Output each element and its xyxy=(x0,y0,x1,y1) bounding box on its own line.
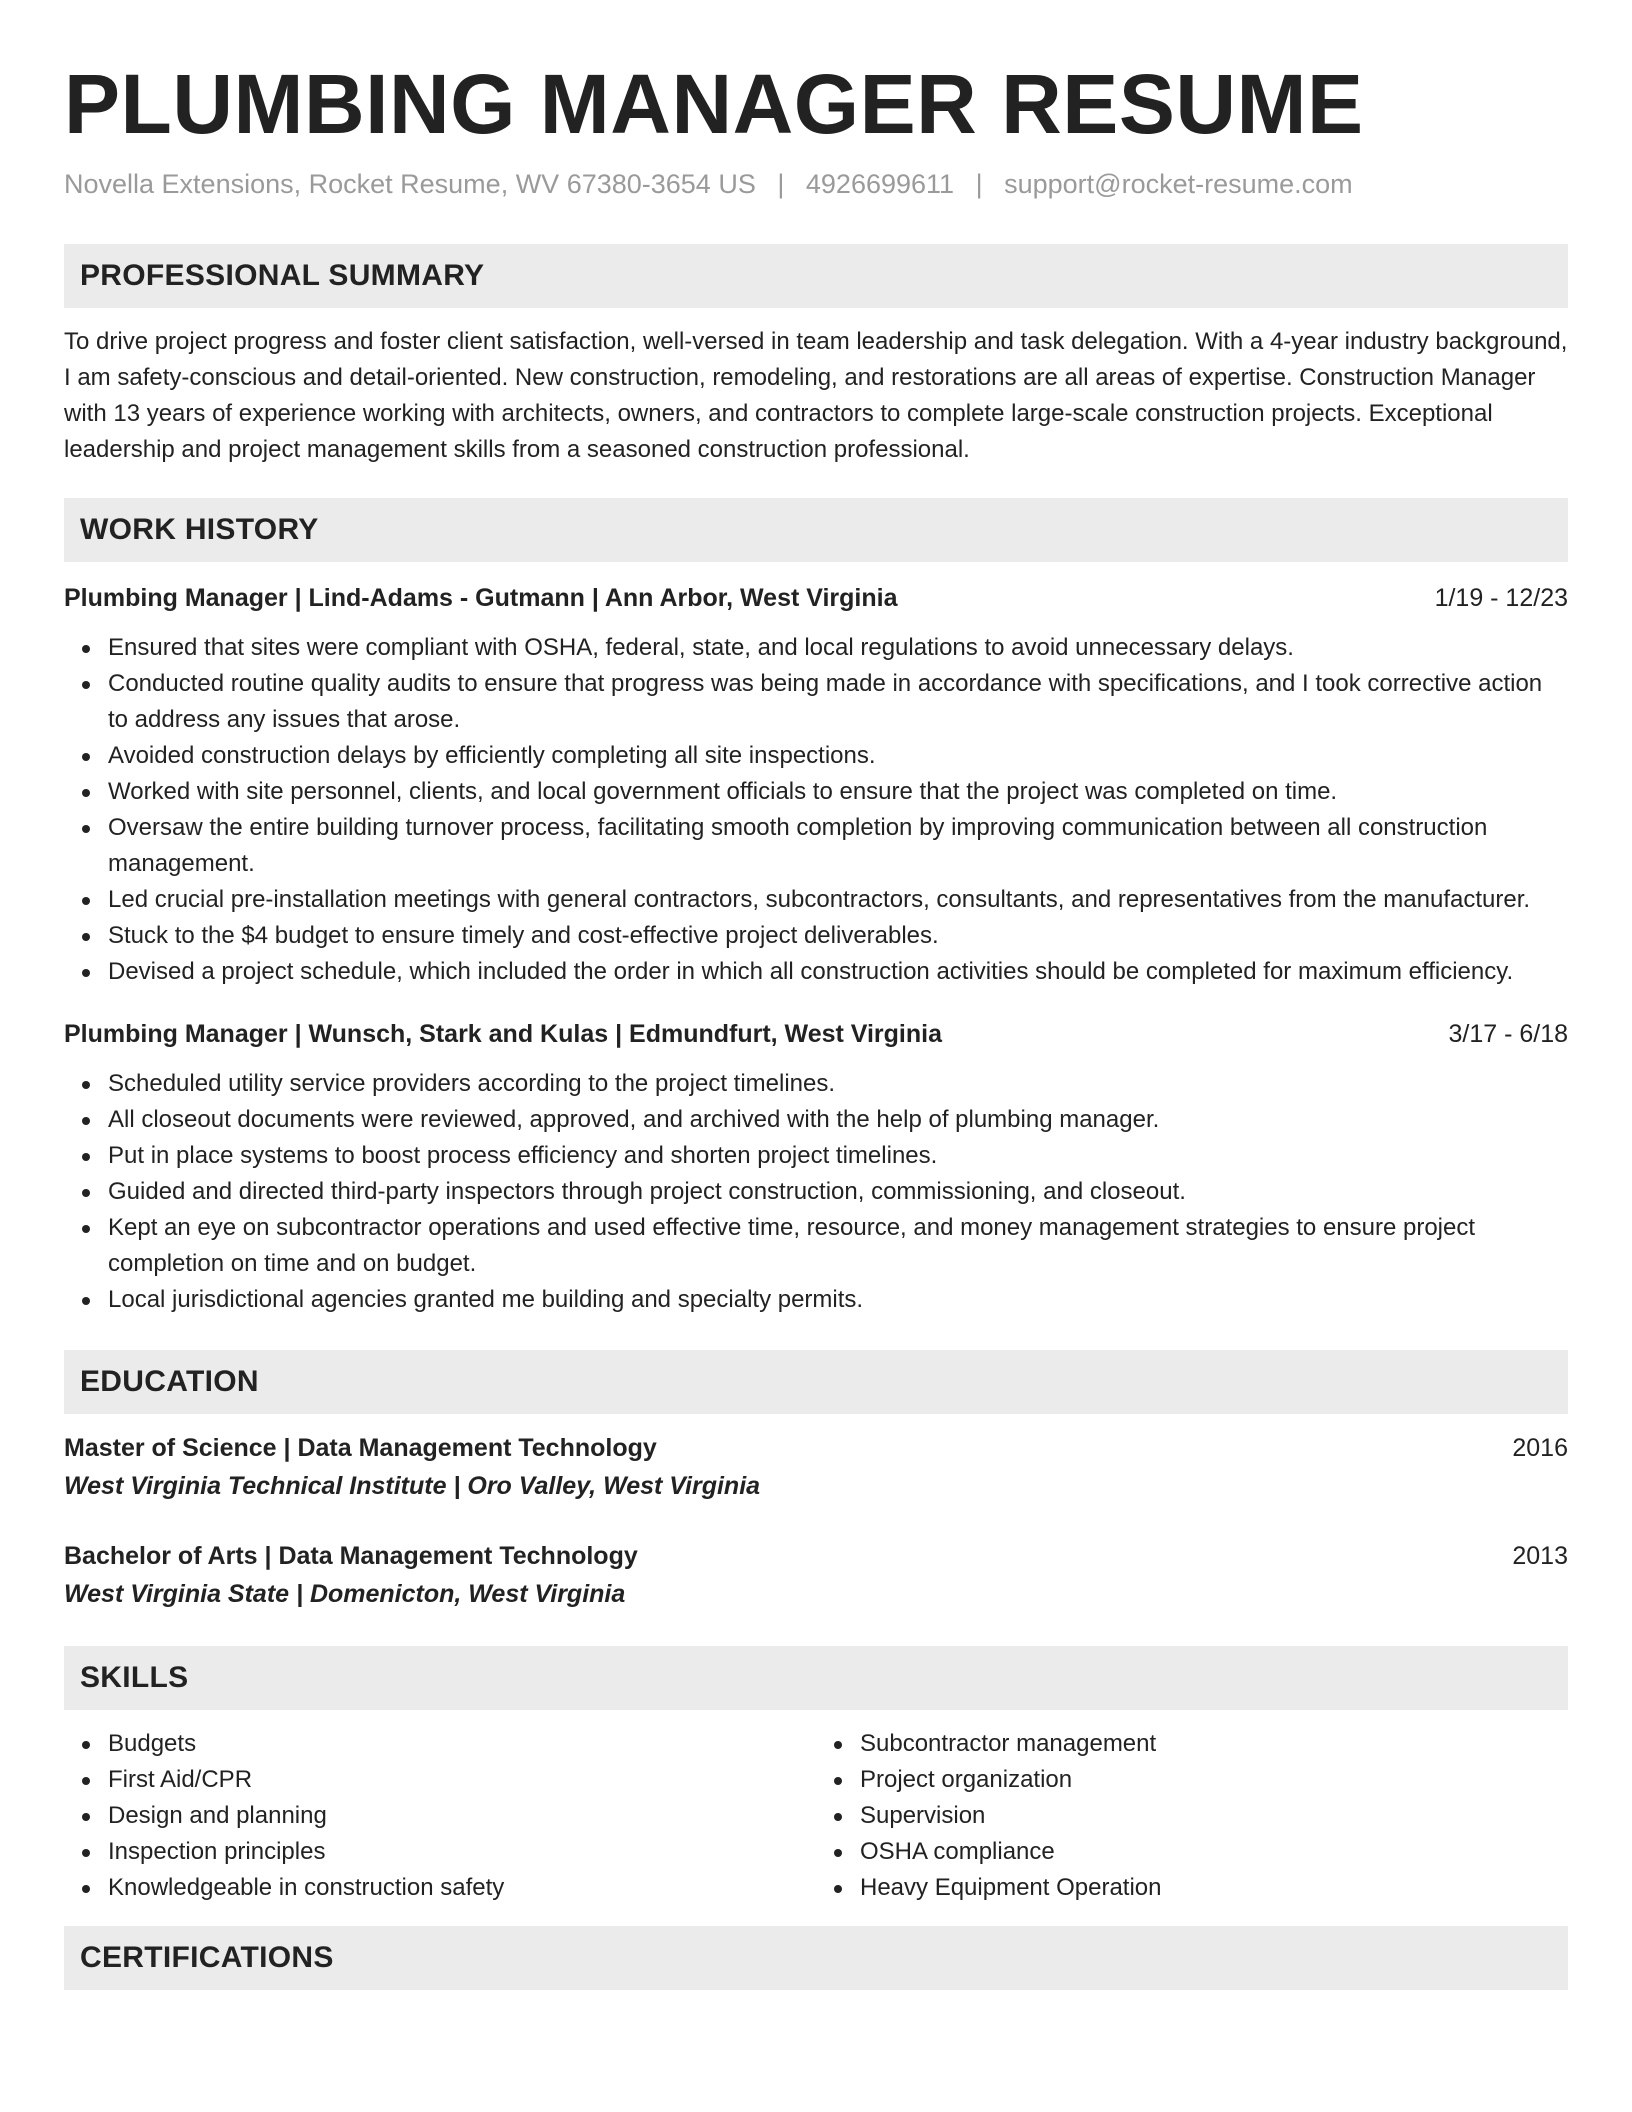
skills-columns xyxy=(64,1726,1568,1906)
job-bullet: Conducted routine quality audits to ensure that progress was being made in accordance with specifications, and I took corrective action to address any issues that arose. xyxy=(108,666,1568,738)
education-year: 2013 xyxy=(1512,1542,1568,1570)
section-header-certifications: CERTIFICATIONS xyxy=(64,1926,1568,1990)
job-bullet: Put in place systems to boost process efficiency and shorten project timelines. xyxy=(108,1138,1568,1174)
education-header xyxy=(64,1430,1568,1466)
job-bullet: Ensured that sites were compliant with OSHA, federal, state, and local regulations to avoid unnecessary delays. xyxy=(108,630,1568,666)
section-header-skills: SKILLS xyxy=(64,1646,1568,1710)
education-entry xyxy=(64,1538,1568,1612)
skill-item: Subcontractor management xyxy=(860,1726,1568,1762)
education-school: West Virginia State | Domenicton, West Virginia xyxy=(64,1580,626,1608)
job-bullet: Devised a project schedule, which included the order in which all construction activities should be completed for maximum efficiency. xyxy=(108,954,1568,990)
skills-list xyxy=(816,1726,1568,1906)
education-entry xyxy=(64,1430,1568,1504)
contact-address: Novella Extensions, Rocket Resume, WV 67380-3654 US xyxy=(64,169,756,199)
job-bullet: Stuck to the $4 budget to ensure timely and cost-effective project deliverables. xyxy=(108,918,1568,954)
education-degree: Bachelor of Arts | Data Management Technology xyxy=(64,1542,638,1570)
section-header-professional-summary: PROFESSIONAL SUMMARY xyxy=(64,244,1568,308)
job-bullet: Scheduled utility service providers according to the project timelines. xyxy=(108,1066,1568,1102)
job-bullet: Oversaw the entire building turnover process, facilitating smooth completion by improving communication between all construction management. xyxy=(108,810,1568,882)
job-bullet-list xyxy=(64,1066,1568,1318)
skill-item: Supervision xyxy=(860,1798,1568,1834)
skill-item: OSHA compliance xyxy=(860,1834,1568,1870)
contact-separator: | xyxy=(975,169,983,199)
skill-item: First Aid/CPR xyxy=(108,1762,816,1798)
education-year: 2016 xyxy=(1512,1434,1568,1462)
section-header-education: EDUCATION xyxy=(64,1350,1568,1414)
skill-item: Knowledgeable in construction safety xyxy=(108,1870,816,1906)
resume-title: PLUMBING MANAGER RESUME xyxy=(64,57,1364,151)
job-header xyxy=(64,1016,1568,1052)
job-title: Plumbing Manager | Wunsch, Stark and Kulas | Edmundfurt, West Virginia xyxy=(64,1020,943,1048)
summary-text: To drive project progress and foster client satisfaction, well-versed in team leadership and task delegation. With a 4-year industry background, I am safety-conscious and detail-oriented. New construction, remodeling, and restorations are all areas of expertise. Construction Manager with 13 years of experience working with architects, owners, and contractors to complete large-scale construction projects. Exceptional leadership and project management skills from a seasoned construction professional. xyxy=(64,328,1568,463)
section-header-work-history: WORK HISTORY xyxy=(64,498,1568,562)
job-bullet: Worked with site personnel, clients, and local government officials to ensure that the project was completed on time. xyxy=(108,774,1568,810)
job-bullet-list xyxy=(64,630,1568,990)
contact-separator: | xyxy=(777,169,785,199)
job-dates: 1/19 - 12/23 xyxy=(1434,584,1568,612)
job-bullet: Avoided construction delays by efficiently completing all site inspections. xyxy=(108,738,1568,774)
skill-item: Inspection principles xyxy=(108,1834,816,1870)
job-dates: 3/17 - 6/18 xyxy=(1448,1020,1568,1048)
job-entry xyxy=(64,580,1568,990)
contact-phone: 4926699611 xyxy=(805,169,955,199)
job-title: Plumbing Manager | Lind-Adams - Gutmann | Ann Arbor, West Virginia xyxy=(64,584,898,612)
job-bullet: Guided and directed third-party inspectors through project construction, commissioning, and closeout. xyxy=(108,1174,1568,1210)
job-entry xyxy=(64,1016,1568,1318)
education-degree: Master of Science | Data Management Technology xyxy=(64,1434,657,1462)
contact-line xyxy=(64,166,1568,202)
skill-item: Heavy Equipment Operation xyxy=(860,1870,1568,1906)
education-header xyxy=(64,1538,1568,1574)
contact-email: support@rocket-resume.com xyxy=(1004,169,1353,199)
job-header xyxy=(64,580,1568,616)
skill-item: Budgets xyxy=(108,1726,816,1762)
skill-item: Design and planning xyxy=(108,1798,816,1834)
education-school: West Virginia Technical Institute | Oro Valley, West Virginia xyxy=(64,1472,761,1500)
skills-column-right xyxy=(816,1726,1568,1906)
job-bullet: Local jurisdictional agencies granted me building and specialty permits. xyxy=(108,1282,1568,1318)
skills-column-left xyxy=(64,1726,816,1906)
job-bullet: Kept an eye on subcontractor operations and used effective time, resource, and money management strategies to ensure project completion on time and on budget. xyxy=(108,1210,1568,1282)
skill-item: Project organization xyxy=(860,1762,1568,1798)
job-bullet: All closeout documents were reviewed, approved, and archived with the help of plumbing manager. xyxy=(108,1102,1568,1138)
skills-list xyxy=(64,1726,816,1906)
job-bullet: Led crucial pre-installation meetings with general contractors, subcontractors, consultants, and representatives from the manufacturer. xyxy=(108,882,1568,918)
